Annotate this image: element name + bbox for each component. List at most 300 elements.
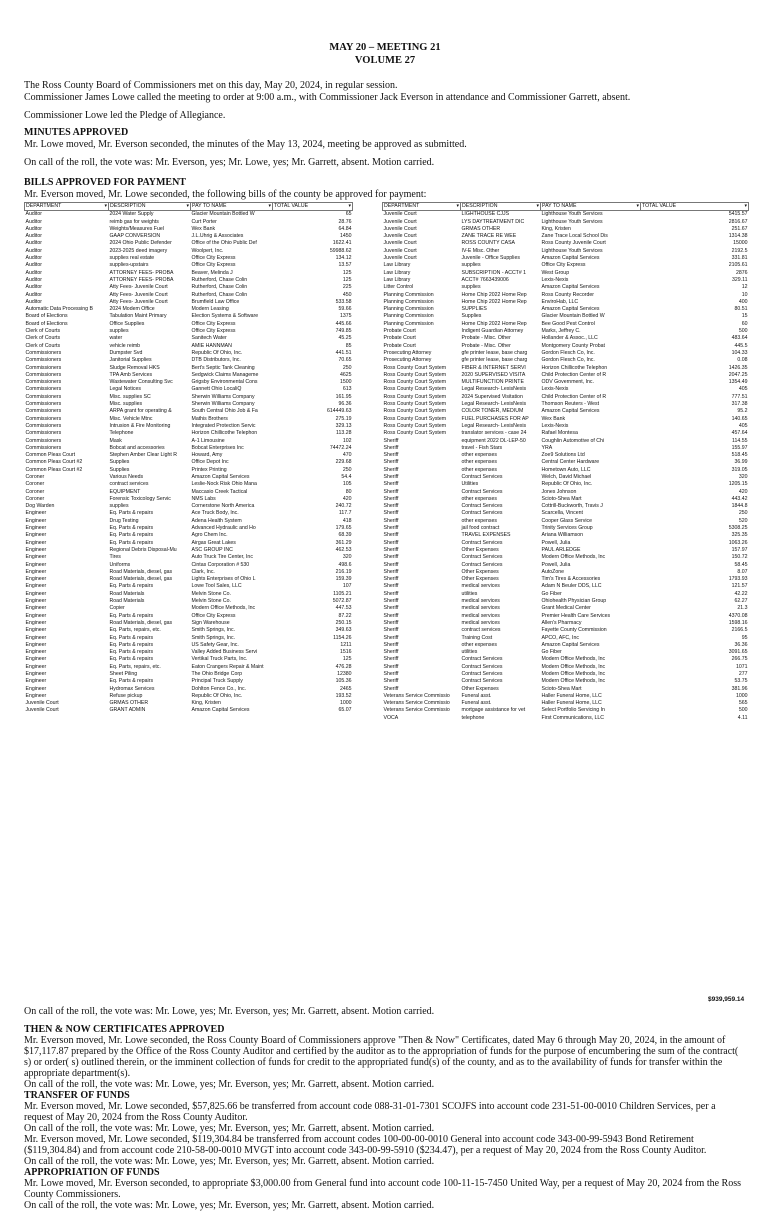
cell-total-value: 533.58 — [335, 298, 352, 305]
cell-description: Home Chip 2022 Home Rep — [461, 291, 527, 298]
cell-total-value: 36.36 — [734, 641, 748, 648]
filter-dropdown-icon[interactable]: ▾ — [744, 203, 747, 209]
cell-pay-to-name: Glacier Mountain Bottled W — [541, 313, 605, 320]
filter-dropdown-icon[interactable]: ▾ — [536, 203, 539, 209]
cell-department: Sheriff — [383, 459, 399, 466]
cell-pay-to-name: Amazon Capital Services — [541, 255, 600, 262]
transfer-motion-2: Mr. Everson moved, Mr. Lowe seconded, $119,304.84 be transferred from account codes 100-00-00-0010 General into account code 343-00-99-5943 Bond Retirement ($119,304.84) and from account code 210-58-00-0010 MVGT into account code 343-00-99-5910 ($234.47), per a request of May 20, 2024 from the Ross County Auditor. — [24, 1134, 707, 1156]
cell-total-value: 13.57 — [338, 262, 352, 269]
column-header-department[interactable]: DEPARTMENT ▾ — [26, 203, 107, 209]
table-row — [25, 372, 353, 379]
cell-total-value: 216.19 — [335, 568, 352, 575]
column-header-pay-to-name[interactable]: PAY TO NAME ▾ — [192, 203, 271, 209]
cell-description: Refuse pickup — [109, 692, 143, 699]
cell-department: Commissioners — [25, 430, 62, 437]
cell-description: 2020 SUPERVISED VISITA — [461, 371, 526, 378]
table-row — [383, 211, 749, 219]
cell-total-value: 96.36 — [338, 401, 352, 408]
cell-department: Commissioners — [25, 437, 62, 444]
cell-pay-to-name: Modern Office Methods, Inc — [541, 656, 606, 663]
table-row — [25, 306, 353, 313]
cell-department: Engineer — [25, 627, 47, 634]
cell-pay-to-name: Hometown Auto, LLC — [541, 466, 591, 473]
cell-description: Eq. Parts & repairs — [109, 656, 154, 663]
cell-total-value: 277 — [738, 671, 748, 677]
cell-total-value: 193.52 — [335, 692, 352, 699]
table-row — [383, 277, 749, 284]
cell-description: mortgage assistance for vet — [461, 707, 526, 714]
cell-total-value: 418 — [342, 517, 352, 524]
filter-dropdown-icon[interactable]: ▾ — [456, 203, 459, 209]
cell-total-value: 113.28 — [336, 430, 352, 437]
cell-total-value: 2047.25 — [728, 371, 748, 378]
cell-total-value: 159.39 — [335, 576, 352, 583]
cell-total-value: 520 — [738, 517, 748, 524]
cell-department: Planning Commission — [383, 298, 434, 305]
table-row — [383, 671, 749, 678]
cell-department: Commissioners — [25, 444, 62, 451]
cell-description: Tires — [109, 554, 121, 561]
cell-pay-to-name: Zoe9 Solutions Ltd — [541, 452, 585, 459]
cell-department: Commissioners — [25, 349, 62, 356]
cell-total-value: 445.66 — [335, 320, 352, 327]
cell-department: Juvenile Court — [383, 255, 417, 262]
cell-department: Sheriff — [383, 481, 399, 488]
cell-department: Engineer — [25, 685, 47, 692]
cell-total-value: 150.72 — [731, 554, 748, 561]
table-row — [383, 459, 749, 466]
cell-description: Wastewater Consulting Svc — [109, 379, 173, 386]
cell-description: Road Materials, diesel, gas — [109, 576, 173, 583]
table-row — [25, 481, 353, 488]
table-row — [25, 292, 353, 299]
cell-description: Other Expenses — [461, 685, 499, 692]
cell-pay-to-name: Integrated Protection Servic — [191, 422, 256, 429]
cell-department: Ross County Court System — [383, 422, 447, 429]
cell-department: Commissioners — [25, 379, 62, 386]
cell-department: Sheriff — [383, 619, 399, 626]
cell-department: Law Library — [383, 276, 411, 283]
cell-total-value: 2876 — [735, 269, 748, 276]
cell-description: 2024 Modem Office — [109, 306, 155, 313]
table-row — [25, 613, 353, 620]
table-row — [25, 664, 353, 671]
cell-department: Engineer — [25, 634, 47, 641]
filter-dropdown-icon[interactable]: ▾ — [186, 203, 189, 209]
cell-description: Dumpster Svd — [109, 349, 143, 356]
transfer-heading: TRANSFER OF FUNDS — [24, 1090, 130, 1101]
cell-total-value: 125 — [342, 269, 352, 276]
cell-description: Various Needs — [109, 473, 144, 480]
filter-dropdown-icon[interactable]: ▾ — [636, 203, 639, 209]
cell-total-value: 28.76 — [338, 218, 352, 225]
table-row — [383, 430, 749, 437]
table-row — [25, 525, 353, 532]
cell-description: supplies — [109, 503, 129, 510]
cell-total-value: 10 — [741, 291, 748, 298]
table-row — [383, 554, 749, 561]
cell-description: contract services — [109, 481, 149, 488]
cell-description: ROSS COUNTY CASA — [461, 240, 516, 247]
cell-description: TRAVEL EXPENSES — [461, 532, 511, 539]
cell-pay-to-name: Office Depot Inc — [191, 459, 229, 466]
table-row — [25, 401, 353, 408]
cell-total-value: 2105.61 — [728, 262, 748, 269]
cell-pay-to-name: Ohiohealth Physician Group — [541, 598, 607, 605]
table-row — [383, 620, 749, 627]
table-row — [25, 386, 353, 393]
filter-dropdown-icon[interactable]: ▾ — [268, 203, 271, 209]
table-row — [383, 591, 749, 598]
cell-department: Engineer — [25, 612, 47, 619]
cell-pay-to-name: PAUL ARLEDGE — [541, 546, 581, 553]
cell-pay-to-name: Republic Of Ohio, Inc. — [191, 692, 243, 699]
cell-department: Clerk of Courts — [25, 328, 61, 335]
cell-total-value: 1000 — [339, 700, 352, 707]
then-now-heading: THEN & NOW CERTIFICATES APPROVED — [24, 1024, 225, 1035]
cell-description: Eq. Parts, repairs, etc. — [109, 627, 161, 634]
table-row — [383, 394, 749, 401]
cell-department: Auditor — [25, 284, 42, 291]
cell-department: Juvenile Court — [383, 211, 417, 218]
cell-department: Planning Commission — [383, 291, 434, 298]
cell-department: Sheriff — [383, 671, 399, 677]
cell-pay-to-name: Amazon Capital Services — [541, 408, 600, 415]
table-row — [25, 459, 353, 466]
table-row — [25, 233, 353, 240]
cell-description: Road Materials — [109, 590, 145, 597]
cell-department: Law Library — [383, 262, 411, 269]
cell-total-value: 125 — [342, 656, 352, 663]
cell-description: utilities — [461, 590, 478, 597]
cell-pay-to-name: Lexis-Nexis — [541, 422, 569, 429]
cell-pay-to-name: Cornerstone North America — [191, 503, 255, 510]
cell-pay-to-name: Eaton Crangers Repair & Maint — [191, 663, 264, 670]
bills-roll: On call of the roll, the vote was: Mr. Lowe, yes; Mr. Everson, yes; Mr. Garrett, absent. Motion carried. — [24, 1006, 435, 1017]
cell-pay-to-name: Wex Bank — [191, 225, 216, 232]
table-row — [383, 292, 749, 299]
cell-department: Juvenile Court — [383, 218, 417, 225]
minutes-roll: On call of the roll, the vote was: Mr. Everson, yes; Mr. Lowe, yes; Mr. Garrett, absent. Motion carried. — [24, 157, 435, 168]
cell-department: Commissioners — [25, 401, 62, 408]
cell-description: Legal Research- LexisNexis — [461, 422, 527, 429]
table-row — [383, 496, 749, 503]
cell-total-value: 251.67 — [731, 225, 748, 232]
cell-pay-to-name: Republic Of Ohio, Inc. — [541, 481, 593, 488]
cell-total-value: 21.3 — [737, 605, 748, 612]
cell-description: GAAP CONVERSION — [109, 233, 161, 240]
cell-pay-to-name: Office City Express — [191, 262, 236, 269]
table-row — [383, 270, 749, 277]
cell-description: Contract Services — [461, 656, 503, 663]
cell-description: Utilities — [461, 481, 479, 488]
cell-department: Sheriff — [383, 641, 399, 648]
cell-department: Auditor — [25, 276, 42, 283]
cell-pay-to-name: Office City Express — [541, 262, 586, 269]
cell-total-value: 319.05 — [731, 466, 748, 473]
cell-total-value: 240.72 — [335, 503, 352, 510]
cell-description: supplies real estate — [109, 255, 155, 262]
column-header-pay-to-name[interactable]: PAY TO NAME ▾ — [542, 203, 639, 209]
cell-total-value: 445.5 — [734, 342, 748, 349]
table-row — [383, 715, 749, 722]
table-row — [25, 445, 353, 452]
appropriation-heading: APPROPRIATION OF FUNDS — [24, 1167, 160, 1178]
cell-pay-to-name: Amazon Capital Services — [541, 284, 600, 291]
bills-table-left-body — [25, 211, 353, 715]
table-row — [383, 656, 749, 663]
cell-total-value: 266.75 — [731, 656, 748, 663]
cell-department: Sheriff — [383, 656, 399, 663]
table-row — [383, 423, 749, 430]
table-row — [25, 394, 353, 401]
table-row — [383, 299, 749, 306]
cell-description: gfe printer lease, base charg — [461, 357, 528, 364]
cell-description: other expenses — [461, 459, 497, 466]
cell-total-value: 470 — [342, 452, 352, 459]
table-row — [383, 438, 749, 445]
cell-pay-to-name: Trinity Services Group — [541, 525, 593, 532]
cell-department: Veterans Service Commissio — [383, 700, 450, 707]
cell-description: Regional Debris Disposal-Mu — [109, 546, 177, 553]
cell-pay-to-name: Maccasio Creek Tactical — [191, 488, 248, 495]
cell-department: Sheriff — [383, 576, 399, 583]
cell-pay-to-name: Vertikal Truck Parts, Inc. — [191, 656, 248, 663]
table-row — [383, 503, 749, 510]
cell-description: Contract Services — [461, 503, 503, 510]
cell-total-value: 179.65 — [335, 525, 352, 532]
cell-total-value: 3091.65 — [728, 649, 748, 656]
cell-description: Road Materials, diesel, gas — [109, 619, 173, 626]
cell-pay-to-name: AutoZone — [541, 568, 564, 575]
cell-department: Ross County Court System — [383, 364, 447, 371]
cell-total-value: 5415.57 — [728, 211, 748, 218]
cell-department: Commissioners — [25, 422, 62, 429]
cell-description: Other Expenses — [461, 568, 499, 575]
table-row — [383, 576, 749, 583]
cell-description: Training Cost — [461, 634, 493, 641]
table-row — [25, 248, 353, 255]
cell-description: Contract Services — [461, 671, 503, 677]
cell-total-value: 250.15 — [335, 619, 352, 626]
column-header-description[interactable]: DESCRIPTION ▾ — [462, 203, 539, 209]
cell-description: EQUIPMENT — [109, 488, 141, 495]
cell-department: Juvenile Court — [383, 233, 417, 240]
table-row — [25, 467, 353, 474]
cell-total-value: 5308.25 — [728, 525, 748, 532]
cell-total-value: 80 — [345, 488, 352, 495]
table-row — [25, 430, 353, 437]
cell-total-value: 45.25 — [338, 335, 352, 342]
cell-total-value: 450 — [342, 291, 352, 298]
cell-total-value: 4.11 — [737, 714, 748, 721]
cell-department: Common Pleas Court #2 — [25, 459, 83, 466]
cell-pay-to-name: Office City Express — [191, 320, 236, 327]
cell-department: Commissioners — [25, 393, 62, 400]
cell-total-value: 161.95 — [335, 393, 352, 400]
intro-session: The Ross County Board of Commissioners met on this day, May 20, 2024, in regular session. — [24, 80, 398, 91]
cell-department: Auditor — [25, 262, 42, 269]
cell-department: Dog Warden — [25, 503, 55, 510]
table-row — [383, 350, 749, 357]
cell-total-value: 114.55 — [732, 437, 748, 444]
table-row — [25, 620, 353, 627]
cell-description: Copier — [109, 605, 125, 612]
then-now-motion: Mr. Everson moved, Mr. Lowe seconded, the Ross County Board of Commissioners approve "Then & Now" Certificates, dated May 6 through May 20, 2024, in the amount of $17,117.87 prepared by the Office of the Ross County Auditor and certified by the auditor as to the appropriation of funds for the purpose of encumbering the sum of the contract( s) or order( s) outlined therein, or the imminent collection of funds for credit to the appropriated fund(s) of the county, and as to the availability of funds for transfer within the appropriate department(s). — [24, 1035, 739, 1079]
cell-department: Juvenile Court — [25, 707, 59, 714]
column-header-total-value[interactable]: TOTAL VALUE ▾ — [274, 203, 351, 209]
cell-total-value: 1622.41 — [332, 240, 352, 247]
table-row — [25, 240, 353, 247]
cell-description: Home Chip 2022 Home Rep — [461, 298, 527, 305]
cell-total-value: 777.51 — [731, 393, 748, 400]
cell-pay-to-name: Select Portfolio Servicing In — [541, 707, 605, 714]
filter-dropdown-icon[interactable]: ▾ — [348, 203, 351, 209]
cell-total-value: 87.22 — [338, 612, 352, 619]
table-row — [383, 489, 749, 496]
cell-description: other expenses — [461, 517, 497, 524]
cell-total-value: 320 — [738, 473, 748, 480]
cell-description: Legal Notices — [109, 386, 141, 393]
transfer-roll-2: On call of the roll, the vote was: Mr. Lowe, yes; Mr. Everson, yes; Mr. Garrett, absent. Motion carried. — [24, 1156, 435, 1167]
table-row — [383, 474, 749, 481]
cell-description: Eq. Parts & repairs — [109, 532, 154, 539]
cell-department: Engineer — [25, 692, 47, 699]
cell-pay-to-name: DTB Distributors, Inc. — [191, 357, 241, 364]
cell-pay-to-name: Sedgwick Claims Manageme — [191, 371, 259, 378]
cell-description: telephone — [461, 714, 485, 721]
cell-pay-to-name: Sherwin Williams Company — [191, 401, 255, 408]
cell-department: Juvenile Court — [25, 700, 59, 707]
cell-total-value: 476.28 — [335, 663, 352, 670]
bills-motion: Mr. Everson moved, Mr. Lowe seconded, the following bills of the county be approved for payment: — [24, 189, 427, 200]
cell-pay-to-name: Curt Porter — [191, 218, 217, 225]
cell-total-value: 229.68 — [335, 459, 352, 466]
table-row — [383, 467, 749, 474]
column-header-description[interactable]: DESCRIPTION ▾ — [110, 203, 189, 209]
cell-pay-to-name: Office City Express — [191, 255, 236, 262]
table-row — [383, 693, 749, 700]
table-row — [383, 416, 749, 423]
cell-department: Veterans Service Commissio — [383, 692, 450, 699]
cell-pay-to-name: Powell, Julia — [541, 539, 571, 546]
cell-department: Sheriff — [383, 649, 399, 656]
table-row — [383, 547, 749, 554]
cell-pay-to-name: Gordon Flesch Co, Inc. — [541, 357, 595, 364]
bills-heading: BILLS APPROVED FOR PAYMENT — [24, 177, 186, 188]
cell-department: Automatic Data Processing B — [25, 306, 93, 313]
cell-department: Auditor — [25, 291, 42, 298]
cell-department: Commissioners — [25, 371, 62, 378]
column-header-total-value[interactable]: TOTAL VALUE ▾ — [642, 203, 747, 209]
table-row — [383, 686, 749, 693]
cell-total-value: 2192.5 — [731, 247, 748, 254]
cell-department: Ross County Court System — [383, 415, 447, 422]
cell-total-value: 462.53 — [335, 546, 352, 553]
cell-total-value: 102 — [342, 437, 352, 444]
cell-pay-to-name: Modern Office Methods, Inc — [541, 678, 606, 685]
table-row — [25, 219, 353, 226]
appropriation-motion: Mr. Lowe moved, Mr. Everson seconded, to appropriate $3,000.00 from General fund into account code 100-11-15-7450 United Way, per a request of May 20, 2024 from the Ross County Commissioners. — [24, 1178, 741, 1200]
cell-description: 2024 Supervised Visitation — [461, 393, 523, 400]
table-row — [25, 627, 353, 634]
cell-pay-to-name: Cintas Corporation # 530 — [191, 561, 250, 568]
table-row — [25, 562, 353, 569]
cell-pay-to-name: Child Protection Center of R — [541, 371, 607, 378]
cell-description: other expenses — [461, 641, 497, 648]
cell-department: Engineer — [25, 671, 47, 677]
cell-department: Sheriff — [383, 568, 399, 575]
table-row — [383, 321, 749, 328]
cell-pay-to-name: West Group — [541, 269, 570, 276]
cell-pay-to-name: Go Fiber — [541, 590, 562, 597]
table-row — [383, 219, 749, 226]
cell-total-value: 1516 — [339, 649, 352, 656]
table-row — [25, 686, 353, 693]
cell-description: Contract Services — [461, 510, 503, 517]
table-row — [25, 598, 353, 605]
cell-department: Planning Commission — [383, 306, 434, 313]
table-row — [25, 678, 353, 685]
table-row — [383, 313, 749, 320]
cell-total-value: 317.38 — [731, 401, 748, 408]
cell-department: Sheriff — [383, 590, 399, 597]
cell-department: Engineer — [25, 590, 47, 597]
cell-pay-to-name: Adena Health System — [191, 517, 242, 524]
table-row — [25, 591, 353, 598]
cell-total-value: 250 — [738, 510, 748, 517]
filter-dropdown-icon[interactable]: ▾ — [104, 203, 107, 209]
transfer-motion-1: Mr. Everson moved, Mr. Lowe seconded, $57,825.66 be transferred from account code 088-31-01-7301 SCOJFS into account code 231-51-00-0010 Children Services, per a request of May 20, 2024 from the Ross County Auditor. — [24, 1101, 716, 1123]
cell-description: ATTORNEY FEES- PROBA — [109, 269, 174, 276]
cell-description: Supplies — [109, 459, 130, 466]
cell-pay-to-name: Valley Added Business Servi — [191, 649, 258, 656]
cell-department: Veterans Service Commissio — [383, 707, 450, 714]
cell-total-value: 443.42 — [731, 495, 748, 502]
cell-department: Prosecuting Attorney — [383, 349, 432, 356]
cell-department: Engineer — [25, 619, 47, 626]
cell-department: Juvenile Court — [383, 247, 417, 254]
table-row — [383, 532, 749, 539]
column-header-department[interactable]: DEPARTMENT ▾ — [384, 203, 459, 209]
cell-total-value: 498.6 — [338, 561, 352, 568]
cell-pay-to-name: Marks, Jeffrey C. — [541, 328, 581, 335]
cell-pay-to-name: Glacier Mountain Bottled W — [191, 211, 255, 218]
cell-department: Ross County Court System — [383, 379, 447, 386]
cell-description: Atty Fees- Juvenile Court — [109, 284, 168, 291]
cell-description: Funeral asst. — [461, 700, 492, 707]
cell-total-value: 1426.35 — [728, 364, 748, 371]
table-row — [25, 423, 353, 430]
cell-total-value: 565 — [738, 700, 748, 707]
cell-pay-to-name: Amazon Capital Services — [541, 641, 600, 648]
table-row — [383, 627, 749, 634]
cell-pay-to-name: Premier Health Care Services — [541, 612, 611, 619]
table-row — [383, 248, 749, 255]
table-row — [383, 642, 749, 649]
table-row — [383, 306, 749, 313]
cell-department: Auditor — [25, 247, 42, 254]
table-row — [383, 540, 749, 547]
table-row — [25, 510, 353, 517]
cell-description: Misc. Vehicle Mtnc — [109, 415, 153, 422]
table-row — [25, 328, 353, 335]
table-row — [25, 321, 353, 328]
cell-description: Road Materials — [109, 598, 145, 605]
cell-pay-to-name: Sign Warehouse — [191, 619, 230, 626]
table-row — [25, 635, 353, 642]
cell-description: Contract Services — [461, 678, 503, 685]
